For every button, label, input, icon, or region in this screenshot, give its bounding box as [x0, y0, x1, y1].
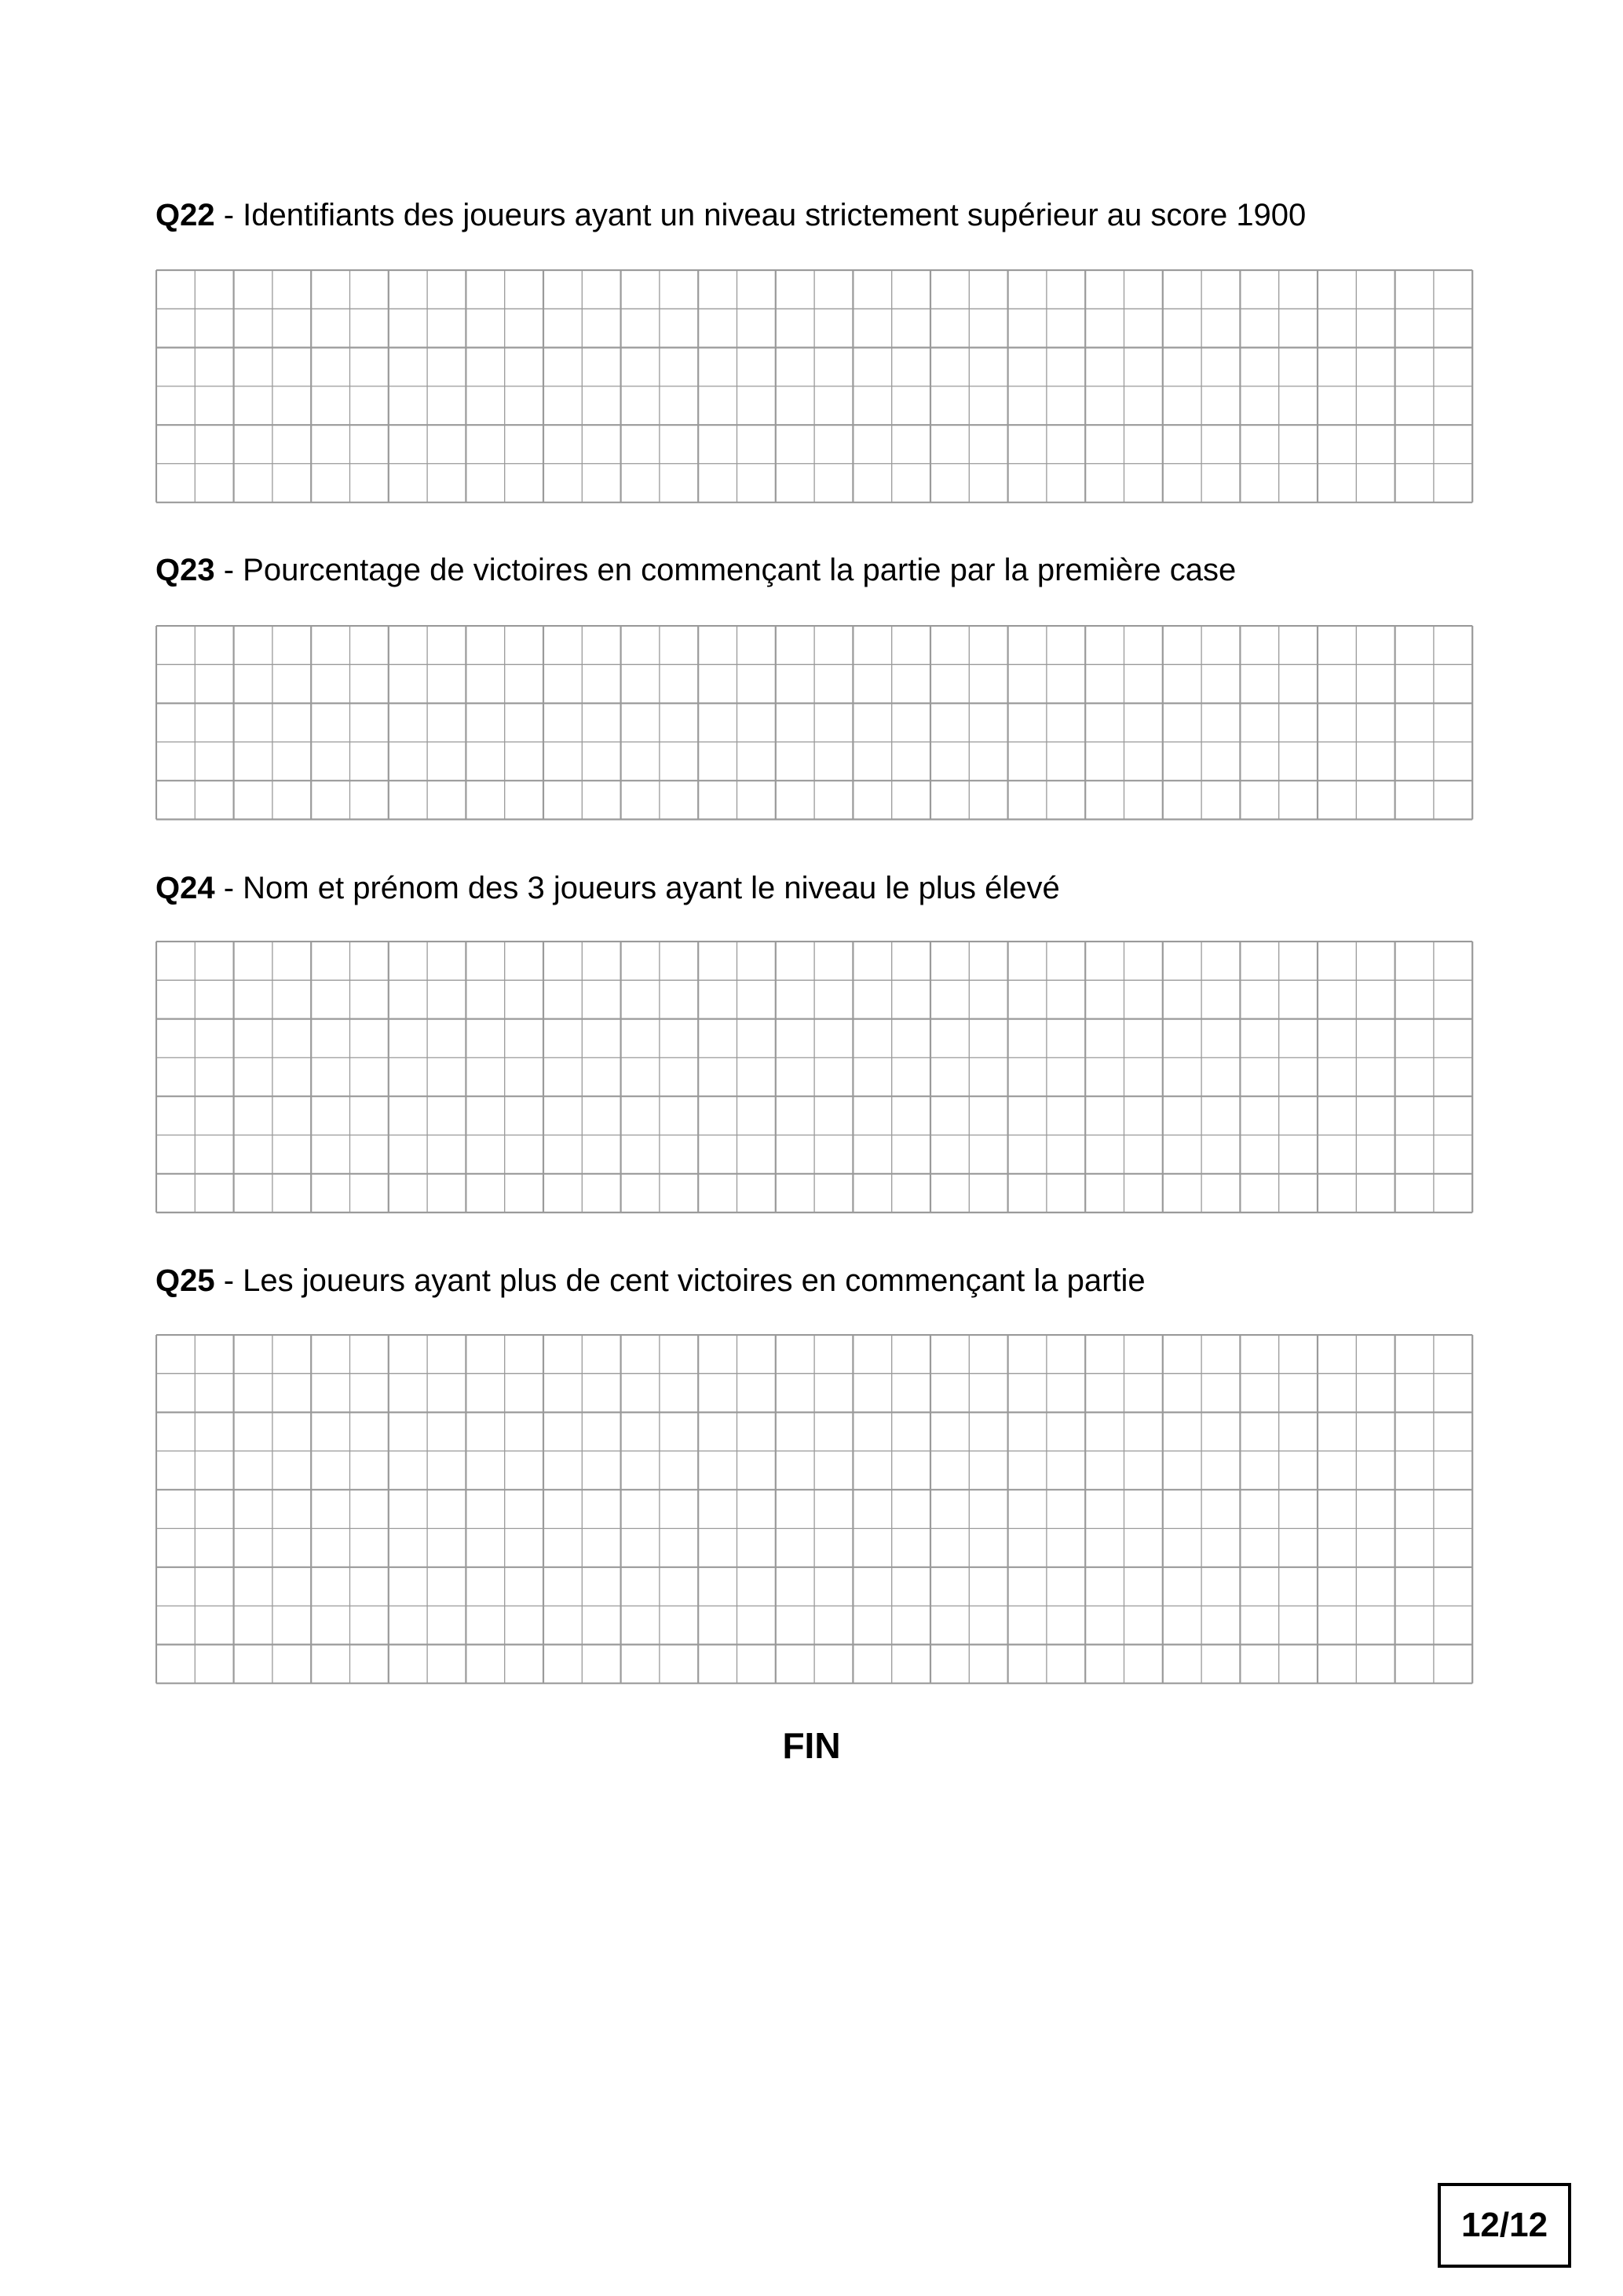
end-label: FIN: [782, 1725, 841, 1766]
question-label: [155, 551, 1236, 589]
question-number: Q22: [155, 198, 215, 232]
question-text: - Identifiants des joueurs ayant un niveau strictement supérieur au score 1900: [214, 198, 1307, 232]
question-text: - Pourcentage de victoires en commençant la partie par la première case: [214, 553, 1237, 587]
answer-grid[interactable]: [155, 625, 1474, 821]
question-text: - Les joueurs ayant plus de cent victoires en commençant la partie: [214, 1263, 1146, 1298]
answer-grid[interactable]: [155, 1334, 1474, 1684]
question-label: [155, 869, 1060, 907]
answer-grid[interactable]: [155, 269, 1474, 503]
question-number: Q24: [155, 871, 215, 905]
question-label: [155, 1262, 1146, 1300]
question-text: - Nom et prénom des 3 joueurs ayant le niveau le plus élevé: [214, 871, 1060, 905]
answer-grid[interactable]: [155, 941, 1474, 1214]
question-number: Q23: [155, 553, 215, 587]
question-label: [155, 196, 1306, 234]
page-number: 12/12: [1438, 2183, 1571, 2268]
question-number: Q25: [155, 1263, 215, 1298]
